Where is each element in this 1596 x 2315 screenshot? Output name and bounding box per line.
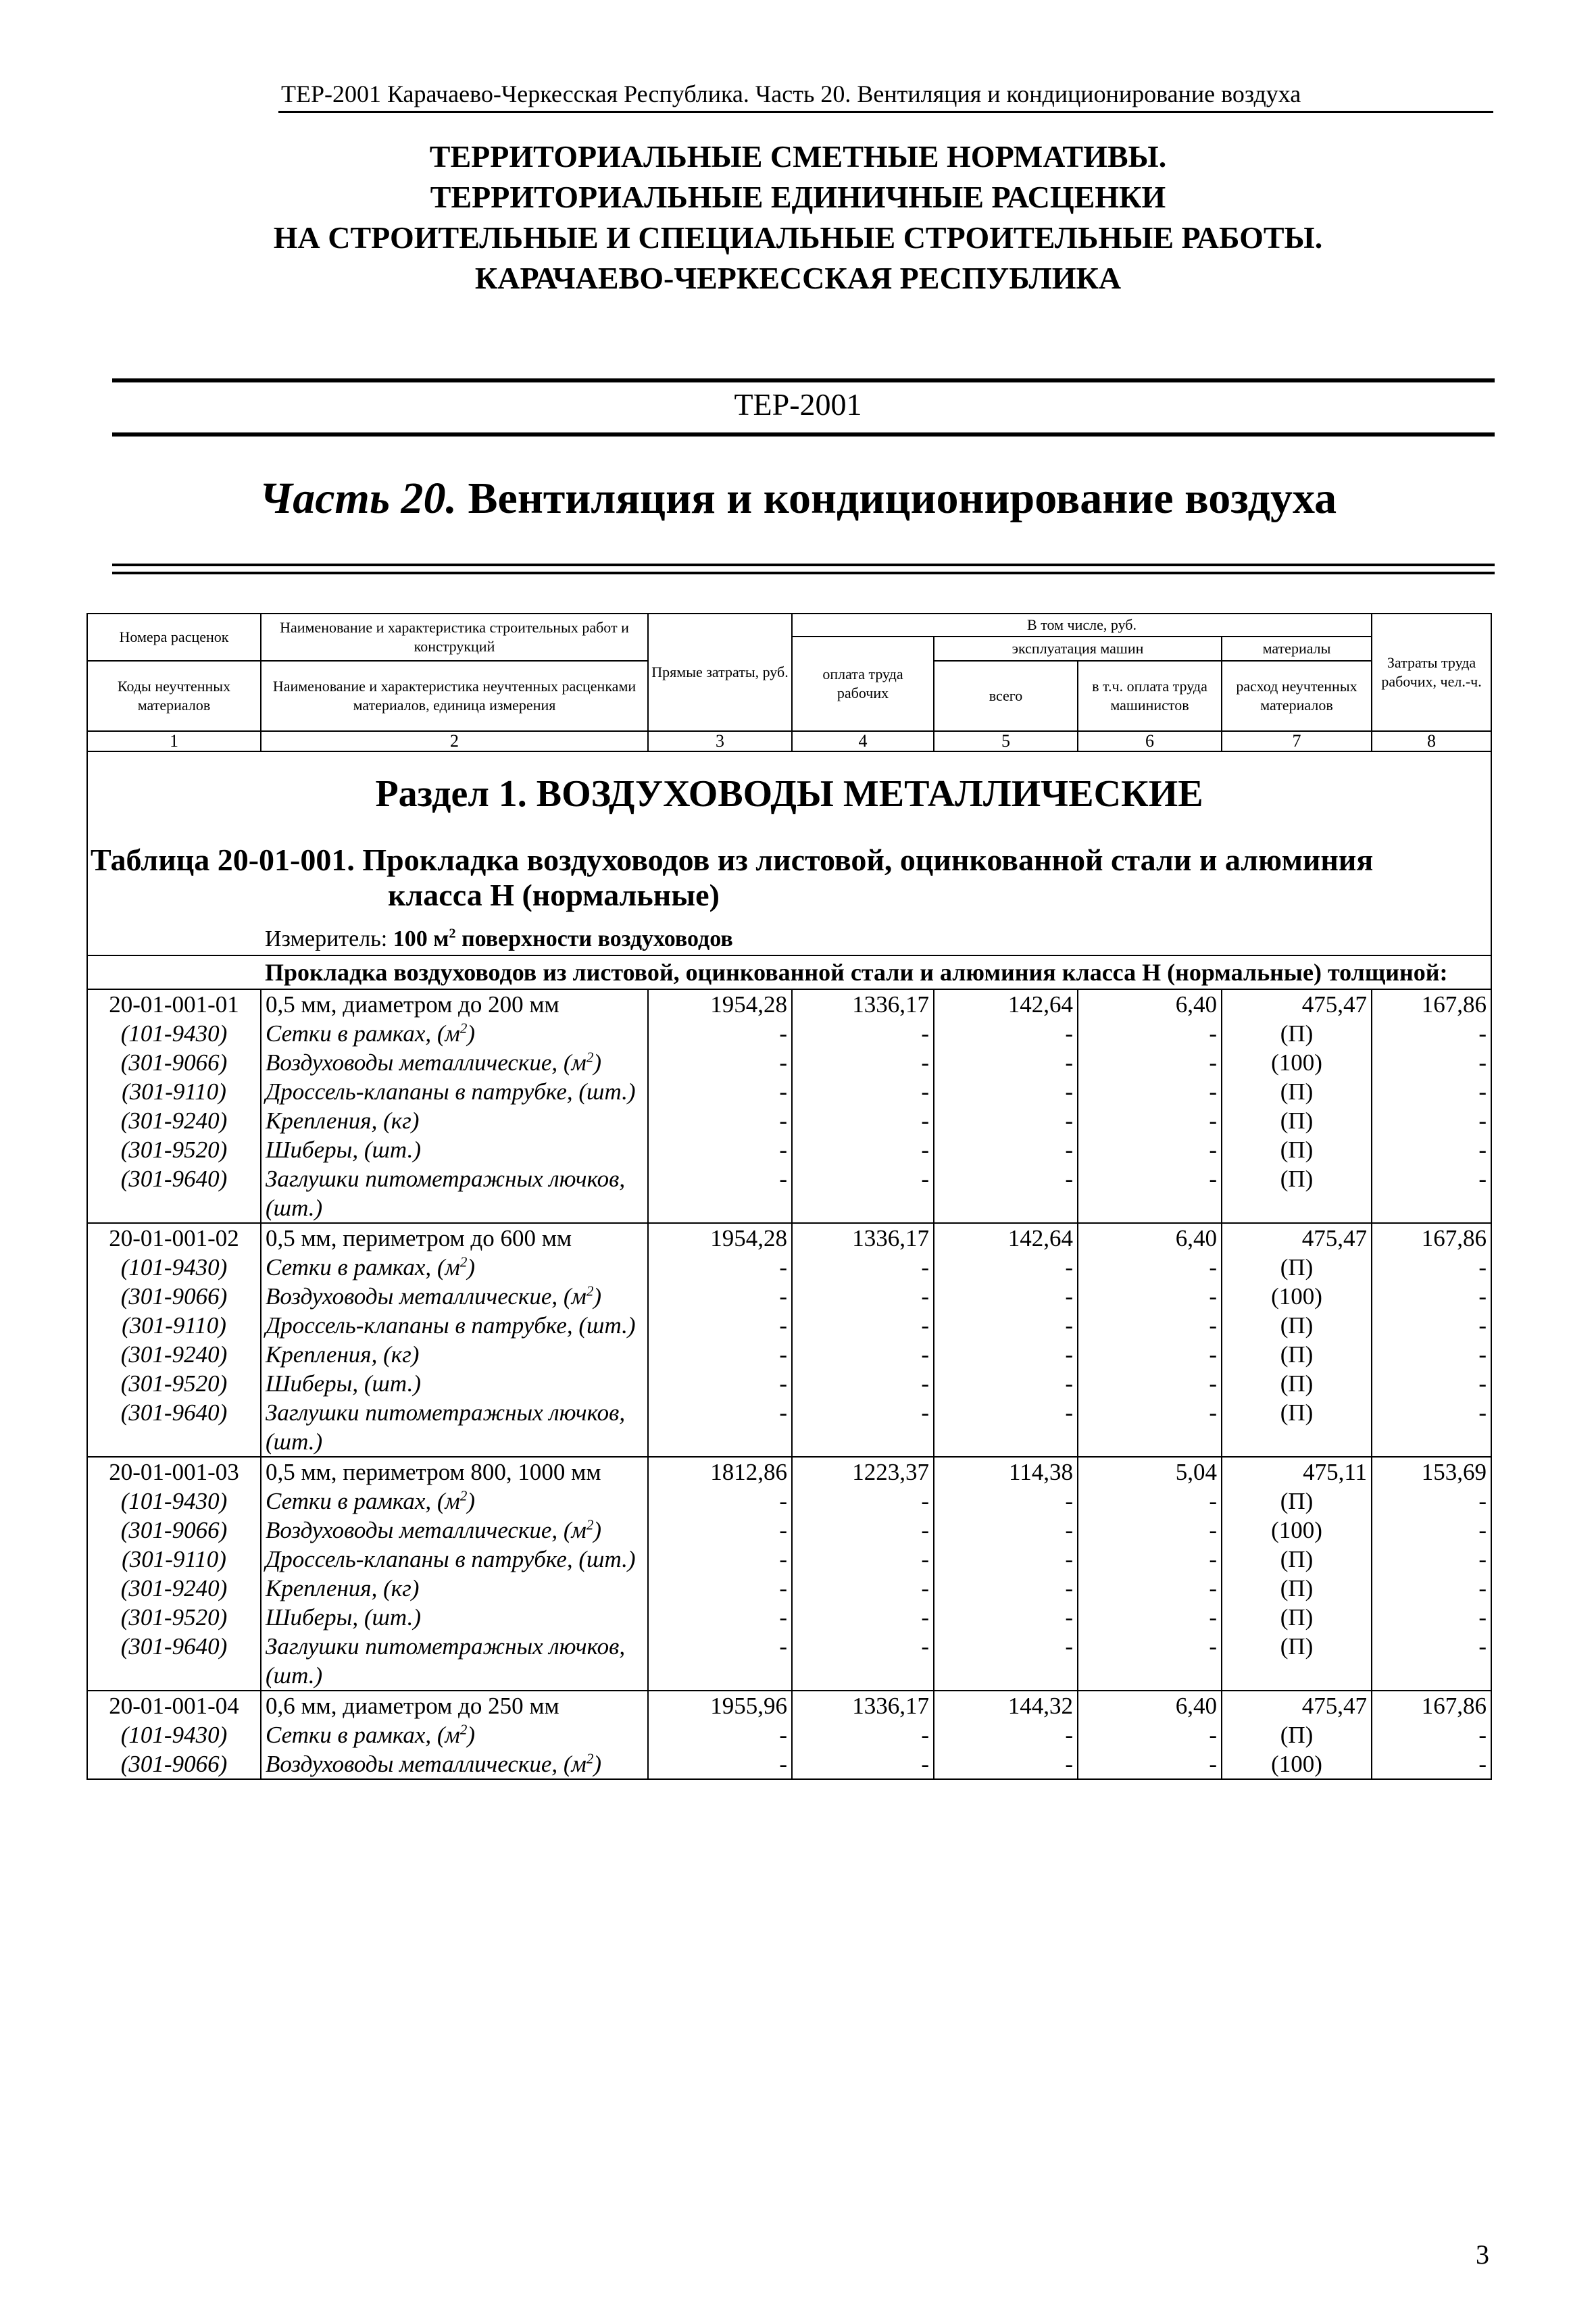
rate-name: 0,5 мм, периметром до 600 мм xyxy=(261,1223,648,1253)
material-name: Шиберы, (шт.) xyxy=(261,1135,648,1164)
dash-value: - xyxy=(934,1603,1078,1632)
material-code: (301-9520) xyxy=(87,1369,261,1398)
dash-value: - xyxy=(1078,1545,1222,1574)
code-line: ТЕР-2001 xyxy=(734,387,862,422)
dash-value: - xyxy=(1372,1048,1491,1077)
labor-hours-value: 167,86 xyxy=(1372,1223,1491,1253)
direct-costs-value: 1955,96 xyxy=(648,1691,792,1720)
table-title-line-2: класса Н (нормальные) xyxy=(388,878,720,912)
dash-value: - xyxy=(1078,1282,1222,1311)
material-row xyxy=(87,1545,1491,1574)
dash-value: - xyxy=(648,1048,792,1077)
material-row xyxy=(87,1253,1491,1282)
part-rule-2 xyxy=(112,572,1495,574)
dash-value: - xyxy=(648,1019,792,1048)
header-rate-numbers: Номера расценок xyxy=(87,614,261,661)
dash-value: - xyxy=(1372,1282,1491,1311)
material-name: Шиберы, (шт.) xyxy=(261,1603,648,1632)
header-rule xyxy=(278,111,1493,113)
header-materials: материалы xyxy=(1222,637,1372,661)
dash-value: - xyxy=(1078,1135,1222,1164)
dash-value: - xyxy=(934,1019,1078,1048)
labor-hours-value: 167,86 xyxy=(1372,989,1491,1019)
dash-value: - xyxy=(648,1749,792,1779)
column-number: 5 xyxy=(934,731,1078,751)
section-title: Раздел 1. ВОЗДУХОВОДЫ МЕТАЛЛИЧЕСКИЕ xyxy=(375,773,1203,815)
dash-value: - xyxy=(934,1749,1078,1779)
dash-value: - xyxy=(648,1516,792,1545)
materials-value: 475,47 xyxy=(1222,1223,1372,1253)
header-machinist-pay: в т.ч. оплата труда машинистов xyxy=(1078,661,1222,731)
dash-value: - xyxy=(1372,1516,1491,1545)
dash-value: - xyxy=(1078,1106,1222,1135)
group-title: Прокладка воздуховодов из листовой, оцинкованной стали и алюминия класса Н (нормальные) толщиной: xyxy=(87,955,1491,989)
material-row xyxy=(87,1749,1491,1779)
dash-value: - xyxy=(648,1720,792,1749)
dash-value: - xyxy=(1372,1749,1491,1779)
items-body xyxy=(87,989,1491,1779)
material-row xyxy=(87,1632,1491,1691)
dash-value: - xyxy=(1372,1106,1491,1135)
material-usage-value: (П) xyxy=(1222,1545,1372,1574)
rates-table xyxy=(86,613,1491,1780)
rate-row xyxy=(87,1223,1491,1253)
material-usage-value: (П) xyxy=(1222,1720,1372,1749)
dash-value: - xyxy=(934,1487,1078,1516)
material-usage-value: (100) xyxy=(1222,1048,1372,1077)
title-line: ТЕРРИТОРИАЛЬНЫЕ СМЕТНЫЕ НОРМАТИВЫ. xyxy=(429,139,1167,174)
dash-value: - xyxy=(934,1720,1078,1749)
dash-value: - xyxy=(1078,1603,1222,1632)
header-direct-costs: Прямые затраты, руб. xyxy=(648,614,792,731)
dash-value: - xyxy=(934,1516,1078,1545)
materials-value: 475,11 xyxy=(1222,1457,1372,1487)
material-row xyxy=(87,1340,1491,1369)
material-row xyxy=(87,1164,1491,1223)
material-code: (301-9240) xyxy=(87,1106,261,1135)
dash-value: - xyxy=(792,1077,934,1106)
material-usage-value: (П) xyxy=(1222,1369,1372,1398)
dash-value: - xyxy=(792,1311,934,1340)
dash-value: - xyxy=(934,1164,1078,1223)
material-code: (301-9520) xyxy=(87,1135,261,1164)
code-rule-bottom xyxy=(112,432,1495,437)
material-name: Дроссель-клапаны в патрубке, (шт.) xyxy=(261,1311,648,1340)
rate-code: 20-01-001-03 xyxy=(87,1457,261,1487)
dash-value: - xyxy=(1078,1487,1222,1516)
column-number: 3 xyxy=(648,731,792,751)
rate-row xyxy=(87,989,1491,1019)
machinist-pay-value: 6,40 xyxy=(1078,1691,1222,1720)
dash-value: - xyxy=(1078,1340,1222,1369)
dash-value: - xyxy=(934,1369,1078,1398)
material-name: Заглушки питометражных лючков, (шт.) xyxy=(261,1398,648,1457)
material-name: Воздуховоды металлические, $(м^2)$ xyxy=(261,1282,648,1311)
material-usage-value: (100) xyxy=(1222,1282,1372,1311)
dash-value: - xyxy=(648,1135,792,1164)
running-header: ТЕР-2001 Карачаево-Черкесская Республика. Часть 20. Вентиляция и кондиционирование воздуха xyxy=(281,80,1301,107)
rate-name: 0,5 мм, периметром 800, 1000 мм xyxy=(261,1457,648,1487)
dash-value: - xyxy=(1372,1545,1491,1574)
part-name: Вентиляция и кондиционирование воздуха xyxy=(468,474,1337,523)
worker-pay-value: 1336,17 xyxy=(792,1691,934,1720)
material-row xyxy=(87,1516,1491,1545)
material-code: (101-9430) xyxy=(87,1253,261,1282)
material-row xyxy=(87,1135,1491,1164)
dash-value: - xyxy=(648,1340,792,1369)
direct-costs-value: 1954,28 xyxy=(648,989,792,1019)
dash-value: - xyxy=(792,1487,934,1516)
material-code: (301-9640) xyxy=(87,1398,261,1457)
dash-value: - xyxy=(1078,1311,1222,1340)
worker-pay-value: 1223,37 xyxy=(792,1457,934,1487)
material-code: (301-9520) xyxy=(87,1603,261,1632)
material-usage-value: (П) xyxy=(1222,1135,1372,1164)
material-name: Сетки в рамках, $(м^2)$ xyxy=(261,1019,648,1048)
material-name: Воздуховоды металлические, $(м^2)$ xyxy=(261,1048,648,1077)
page-number: 3 xyxy=(1476,2239,1489,2270)
material-name: Дроссель-клапаны в патрубке, (шт.) xyxy=(261,1077,648,1106)
materials-value: 475,47 xyxy=(1222,989,1372,1019)
dash-value: - xyxy=(934,1632,1078,1691)
dash-value: - xyxy=(1078,1749,1222,1779)
material-name: Сетки в рамках, $(м^2)$ xyxy=(261,1487,648,1516)
dash-value: - xyxy=(792,1516,934,1545)
dash-value: - xyxy=(1372,1164,1491,1223)
section-block xyxy=(87,751,1491,989)
dash-value: - xyxy=(792,1135,934,1164)
material-usage-value: (П) xyxy=(1222,1340,1372,1369)
material-code: (101-9430) xyxy=(87,1019,261,1048)
header-machines-total: всего xyxy=(934,661,1078,731)
material-name: Сетки в рамках, $(м^2)$ xyxy=(261,1720,648,1749)
material-row xyxy=(87,1398,1491,1457)
dash-value: - xyxy=(648,1369,792,1398)
dash-value: - xyxy=(1078,1369,1222,1398)
dash-value: - xyxy=(1078,1574,1222,1603)
dash-value: - xyxy=(792,1749,934,1779)
material-code: (301-9110) xyxy=(87,1545,261,1574)
material-usage-value: (100) xyxy=(1222,1516,1372,1545)
dash-value: - xyxy=(934,1253,1078,1282)
material-code: (101-9430) xyxy=(87,1720,261,1749)
material-code: (301-9110) xyxy=(87,1077,261,1106)
dash-value: - xyxy=(934,1106,1078,1135)
dash-value: - xyxy=(1372,1720,1491,1749)
material-name: Заглушки питометражных лючков, (шт.) xyxy=(261,1632,648,1691)
dash-value: - xyxy=(792,1282,934,1311)
dash-value: - xyxy=(792,1164,934,1223)
direct-costs-value: 1812,86 xyxy=(648,1457,792,1487)
dash-value: - xyxy=(792,1632,934,1691)
dash-value: - xyxy=(934,1077,1078,1106)
dash-value: - xyxy=(1078,1253,1222,1282)
column-numbers xyxy=(87,731,1491,751)
rate-name: 0,6 мм, диаметром до 250 мм xyxy=(261,1691,648,1720)
dash-value: - xyxy=(648,1545,792,1574)
labor-hours-value: 153,69 xyxy=(1372,1457,1491,1487)
material-usage-value: (П) xyxy=(1222,1164,1372,1223)
dash-value: - xyxy=(648,1077,792,1106)
labor-hours-value: 167,86 xyxy=(1372,1691,1491,1720)
material-name: Шиберы, (шт.) xyxy=(261,1369,648,1398)
material-row xyxy=(87,1574,1491,1603)
rate-code: 20-01-001-04 xyxy=(87,1691,261,1720)
dash-value: - xyxy=(1372,1019,1491,1048)
material-row xyxy=(87,1048,1491,1077)
material-code: (301-9066) xyxy=(87,1749,261,1779)
rate-row xyxy=(87,1691,1491,1720)
dash-value: - xyxy=(1372,1340,1491,1369)
dash-value: - xyxy=(792,1398,934,1457)
part-rule-1 xyxy=(112,564,1495,566)
worker-pay-value: 1336,17 xyxy=(792,989,934,1019)
dash-value: - xyxy=(1372,1311,1491,1340)
dash-value: - xyxy=(648,1253,792,1282)
material-name: Крепления, (кг) xyxy=(261,1340,648,1369)
dash-value: - xyxy=(648,1603,792,1632)
dash-value: - xyxy=(1078,1398,1222,1457)
machines-total-value: 142,64 xyxy=(934,1223,1078,1253)
material-usage-value: (П) xyxy=(1222,1632,1372,1691)
dash-value: - xyxy=(792,1369,934,1398)
dash-value: - xyxy=(648,1282,792,1311)
machines-total-value: 142,64 xyxy=(934,989,1078,1019)
dash-value: - xyxy=(792,1106,934,1135)
material-row xyxy=(87,1077,1491,1106)
measurer-value: 100 $м^2$ поверхности воздуховодов xyxy=(393,926,733,951)
material-usage-value: (П) xyxy=(1222,1603,1372,1632)
dash-value: - xyxy=(648,1632,792,1691)
code-rule-top xyxy=(112,378,1495,382)
column-number: 7 xyxy=(1222,731,1372,751)
dash-value: - xyxy=(934,1545,1078,1574)
dash-value: - xyxy=(1372,1398,1491,1457)
material-code: (101-9430) xyxy=(87,1487,261,1516)
dash-value: - xyxy=(792,1545,934,1574)
header-including: В том числе, руб. xyxy=(792,614,1372,637)
dash-value: - xyxy=(648,1398,792,1457)
dash-value: - xyxy=(934,1282,1078,1311)
materials-value: 475,47 xyxy=(1222,1691,1372,1720)
header-material-usage: расход неучтенных материалов xyxy=(1222,661,1372,731)
dash-value: - xyxy=(1372,1253,1491,1282)
material-usage-value: (П) xyxy=(1222,1487,1372,1516)
rate-code: 20-01-001-02 xyxy=(87,1223,261,1253)
measurer-label: Измеритель: xyxy=(265,926,388,951)
machinist-pay-value: 6,40 xyxy=(1078,1223,1222,1253)
dash-value: - xyxy=(934,1574,1078,1603)
material-row xyxy=(87,1487,1491,1516)
measurer xyxy=(88,913,1491,955)
dash-value: - xyxy=(648,1487,792,1516)
dash-value: - xyxy=(792,1253,934,1282)
dash-value: - xyxy=(648,1106,792,1135)
dash-value: - xyxy=(1372,1077,1491,1106)
material-code: (301-9066) xyxy=(87,1516,261,1545)
header-machines: эксплуатация машин xyxy=(934,637,1222,661)
title-line: КАРАЧАЕВО-ЧЕРКЕССКАЯ РЕСПУБЛИКА xyxy=(474,261,1122,295)
dash-value: - xyxy=(792,1720,934,1749)
machines-total-value: 144,32 xyxy=(934,1691,1078,1720)
table-title xyxy=(88,829,1491,913)
dash-value: - xyxy=(1372,1487,1491,1516)
dash-value: - xyxy=(1372,1574,1491,1603)
direct-costs-value: 1954,28 xyxy=(648,1223,792,1253)
material-code: (301-9640) xyxy=(87,1632,261,1691)
material-usage-value: (П) xyxy=(1222,1106,1372,1135)
material-usage-value: (П) xyxy=(1222,1398,1372,1457)
table-title-line-1: Таблица 20-01-001. Прокладка воздуховодов из листовой, оцинкованной стали и алюминия xyxy=(91,843,1374,877)
dash-value: - xyxy=(792,1048,934,1077)
material-row xyxy=(87,1019,1491,1048)
material-code: (301-9066) xyxy=(87,1282,261,1311)
material-usage-value: (П) xyxy=(1222,1019,1372,1048)
title-line: ТЕРРИТОРИАЛЬНЫЕ ЕДИНИЧНЫЕ РАСЦЕНКИ xyxy=(430,180,1166,214)
dash-value: - xyxy=(1372,1369,1491,1398)
part-label: Часть 20. xyxy=(259,474,457,523)
column-number: 1 xyxy=(87,731,261,751)
dash-value: - xyxy=(1078,1632,1222,1691)
rate-name: 0,5 мм, диаметром до 200 мм xyxy=(261,989,648,1019)
document-title xyxy=(0,136,1596,299)
dash-value: - xyxy=(1078,1077,1222,1106)
dash-value: - xyxy=(1078,1720,1222,1749)
table-header xyxy=(87,614,1491,751)
dash-value: - xyxy=(792,1340,934,1369)
dash-value: - xyxy=(934,1048,1078,1077)
dash-value: - xyxy=(1078,1516,1222,1545)
material-usage-value: (П) xyxy=(1222,1311,1372,1340)
dash-value: - xyxy=(1372,1603,1491,1632)
material-name: Крепления, (кг) xyxy=(261,1574,648,1603)
material-code: (301-9640) xyxy=(87,1164,261,1223)
column-number: 2 xyxy=(261,731,648,751)
machinist-pay-value: 6,40 xyxy=(1078,989,1222,1019)
material-code: (301-9110) xyxy=(87,1311,261,1340)
machinist-pay-value: 5,04 xyxy=(1078,1457,1222,1487)
material-code: (301-9240) xyxy=(87,1574,261,1603)
dash-value: - xyxy=(1372,1135,1491,1164)
header-material-codes: Коды неучтенных материалов xyxy=(87,661,261,731)
material-name: Крепления, (кг) xyxy=(261,1106,648,1135)
dash-value: - xyxy=(934,1311,1078,1340)
dash-value: - xyxy=(1078,1048,1222,1077)
dash-value: - xyxy=(792,1019,934,1048)
dash-value: - xyxy=(934,1135,1078,1164)
material-code: (301-9066) xyxy=(87,1048,261,1077)
title-line: НА СТРОИТЕЛЬНЫЕ И СПЕЦИАЛЬНЫЕ СТРОИТЕЛЬНЫЕ РАБОТЫ. xyxy=(273,220,1323,255)
material-row xyxy=(87,1311,1491,1340)
dash-value: - xyxy=(648,1164,792,1223)
dash-value: - xyxy=(934,1398,1078,1457)
worker-pay-value: 1336,17 xyxy=(792,1223,934,1253)
dash-value: - xyxy=(1078,1164,1222,1223)
part-title xyxy=(0,473,1596,524)
material-row xyxy=(87,1106,1491,1135)
column-number: 8 xyxy=(1372,731,1491,751)
dash-value: - xyxy=(792,1603,934,1632)
machines-total-value: 114,38 xyxy=(934,1457,1078,1487)
material-name: Воздуховоды металлические, $(м^2)$ xyxy=(261,1516,648,1545)
header-labor-hours: Затраты труда рабочих, чел.-ч. xyxy=(1372,614,1491,731)
material-row xyxy=(87,1603,1491,1632)
dash-value: - xyxy=(934,1340,1078,1369)
dash-value: - xyxy=(648,1574,792,1603)
material-row xyxy=(87,1282,1491,1311)
dash-value: - xyxy=(1372,1632,1491,1691)
material-name: Заглушки питометражных лючков, (шт.) xyxy=(261,1164,648,1223)
material-code: (301-9240) xyxy=(87,1340,261,1369)
dash-value: - xyxy=(1078,1019,1222,1048)
material-row xyxy=(87,1720,1491,1749)
material-name: Дроссель-клапаны в патрубке, (шт.) xyxy=(261,1545,648,1574)
rate-row xyxy=(87,1457,1491,1487)
material-row xyxy=(87,1369,1491,1398)
dash-value: - xyxy=(792,1574,934,1603)
header-material-names: Наименование и характеристика неучтенных расценками материалов, единица измерения xyxy=(261,661,648,731)
material-usage-value: (100) xyxy=(1222,1749,1372,1779)
material-usage-value: (П) xyxy=(1222,1574,1372,1603)
material-usage-value: (П) xyxy=(1222,1253,1372,1282)
material-name: Воздуховоды металлические, $(м^2)$ xyxy=(261,1749,648,1779)
section-heading-cell xyxy=(87,751,1491,955)
rate-code: 20-01-001-01 xyxy=(87,989,261,1019)
material-usage-value: (П) xyxy=(1222,1077,1372,1106)
header-work-name: Наименование и характеристика строительных работ и конструкций xyxy=(261,614,648,661)
header-worker-pay: оплата труда рабочих xyxy=(792,637,934,731)
column-number: 6 xyxy=(1078,731,1222,751)
material-name: Сетки в рамках, $(м^2)$ xyxy=(261,1253,648,1282)
column-number: 4 xyxy=(792,731,934,751)
dash-value: - xyxy=(648,1311,792,1340)
